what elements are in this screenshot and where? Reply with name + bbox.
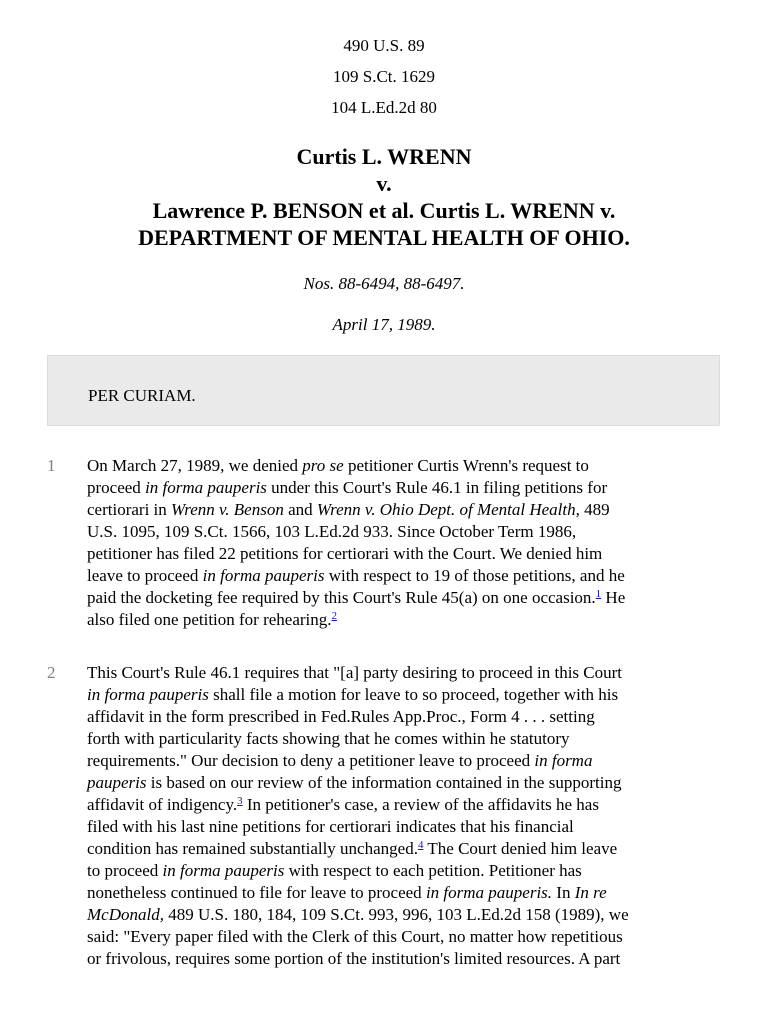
paragraph-number: 1: [47, 456, 56, 475]
text-run: filed with his last nine petitions for certiorari indicates that his financial: [87, 817, 574, 836]
paragraph-text: [87, 662, 737, 970]
text-run: forth with particularity facts showing that he comes within he statutory: [87, 729, 570, 748]
per-curiam-box: [47, 355, 720, 426]
paragraph-text: [87, 455, 737, 631]
docket-numbers: Nos. 88-6494, 88-6497.: [303, 274, 465, 293]
text-line: [87, 662, 737, 684]
text-run: with respect to 19 of those petitions, and he: [324, 566, 625, 585]
italic-text: in forma pauperis.: [425, 883, 553, 902]
title-line: DEPARTMENT OF MENTAL HEALTH OF OHIO.: [138, 225, 630, 250]
text-line: [87, 609, 737, 631]
text-line: [87, 728, 737, 750]
title-line: v.: [376, 171, 392, 196]
italic-text: in forma pauperis: [202, 566, 325, 585]
italic-text: in forma pauperis: [87, 685, 209, 704]
text-line: [87, 499, 737, 521]
italic-text: in forma pauperis: [145, 478, 267, 497]
text-line: [87, 521, 737, 543]
text-run: paid the docketing fee required by this Court's Rule 45(a) on one occasion.: [87, 588, 596, 607]
text-run: 489 U.S. 180, 184, 109 S.Ct. 993, 996, 103 L.Ed.2d 158 (1989), we: [163, 905, 629, 924]
italic-text: In re: [574, 883, 607, 902]
footnote-link[interactable]: 4: [417, 839, 424, 851]
text-line: [87, 750, 737, 772]
text-line: [87, 926, 737, 948]
italic-text: in forma: [534, 751, 593, 770]
text-run: shall file a motion for leave to so proceed, together with his: [208, 685, 619, 704]
text-line: [87, 882, 737, 904]
text-run: condition has remained substantially unchanged.: [87, 839, 418, 858]
text-run: nonetheless continued to file for leave to proceed: [87, 883, 426, 902]
text-line: [87, 706, 737, 728]
footnote-link[interactable]: 2: [331, 610, 338, 622]
text-run: 489: [579, 500, 610, 519]
citation-led: 104 L.Ed.2d 80: [331, 98, 437, 117]
text-run: and: [283, 500, 317, 519]
text-line: [87, 794, 737, 816]
text-line: [87, 838, 737, 860]
text-line: [87, 455, 737, 477]
text-run: petitioner has filed 22 petitions for certiorari with the Court. We denied him: [87, 544, 603, 563]
text-run: or frivolous, requires some portion of the institution's limited resources. A part: [87, 949, 621, 968]
text-run: requirements." Our decision to deny a petitioner leave to proceed: [87, 751, 535, 770]
text-run: The Court denied him leave: [423, 839, 618, 858]
text-line: [87, 904, 737, 926]
italic-text: McDonald,: [87, 905, 164, 924]
text-run: under this Court's Rule 46.1 in filing petitions for: [266, 478, 608, 497]
italic-text: Wrenn v. Ohio Dept. of Mental Health,: [316, 500, 580, 519]
text-line: [87, 816, 737, 838]
text-run: In petitioner's case, a review of the affidavits he has: [242, 795, 599, 814]
text-run: On March 27, 1989, we denied: [87, 456, 303, 475]
text-run: He: [601, 588, 626, 607]
citation-us: 490 U.S. 89: [343, 36, 425, 55]
text-run: This Court's Rule 46.1 requires that "[a] party desiring to proceed in this Court: [87, 663, 623, 682]
text-line: [87, 860, 737, 882]
italic-text: pauperis: [87, 773, 147, 792]
italic-text: in forma pauperis: [162, 861, 285, 880]
text-line: [87, 772, 737, 794]
italic-text: pro se: [302, 456, 344, 475]
text-run: petitioner Curtis Wrenn's request to: [343, 456, 589, 475]
text-run: affidavit in the form prescribed in Fed.Rules App.Proc., Form 4 . . . setting: [87, 707, 595, 726]
text-run: affidavit of indigency.: [87, 795, 238, 814]
decision-date: April 17, 1989.: [332, 315, 436, 334]
case-title: [0, 143, 768, 251]
per-curiam-label: PER CURIAM.: [88, 386, 196, 405]
footnote-link[interactable]: 3: [237, 795, 243, 807]
paragraph-number: 2: [47, 663, 56, 682]
text-run: proceed: [87, 478, 146, 497]
citation-block: [0, 30, 768, 123]
text-line: [87, 565, 737, 587]
text-line: [87, 948, 737, 970]
paragraph-2: [47, 662, 737, 982]
text-run: also filed one petition for rehearing.: [87, 610, 332, 629]
text-line: [87, 587, 737, 609]
text-line: [87, 684, 737, 706]
footnote-link[interactable]: 1: [595, 588, 602, 600]
title-line: Lawrence P. BENSON et al. Curtis L. WRENN v.: [152, 198, 616, 223]
text-line: [87, 543, 737, 565]
text-run: is based on our review of the information contained in the supporting: [146, 773, 622, 792]
text-run: said: "Every paper filed with the Clerk of this Court, no matter how repetitious: [87, 927, 623, 946]
text-run: to proceed: [87, 861, 163, 880]
title-line: Curtis L. WRENN: [296, 144, 472, 169]
paragraph-1: [47, 455, 737, 635]
text-run: with respect to each petition. Petitioner has: [284, 861, 582, 880]
citation-sct: 109 S.Ct. 1629: [332, 67, 436, 86]
text-run: certiorari in: [87, 500, 172, 519]
text-run: U.S. 1095, 109 S.Ct. 1566, 103 L.Ed.2d 933. Since October Term 1986,: [87, 522, 577, 541]
text-line: [87, 477, 737, 499]
text-run: leave to proceed: [87, 566, 203, 585]
italic-text: Wrenn v. Benson: [171, 500, 284, 519]
text-run: In: [552, 883, 575, 902]
